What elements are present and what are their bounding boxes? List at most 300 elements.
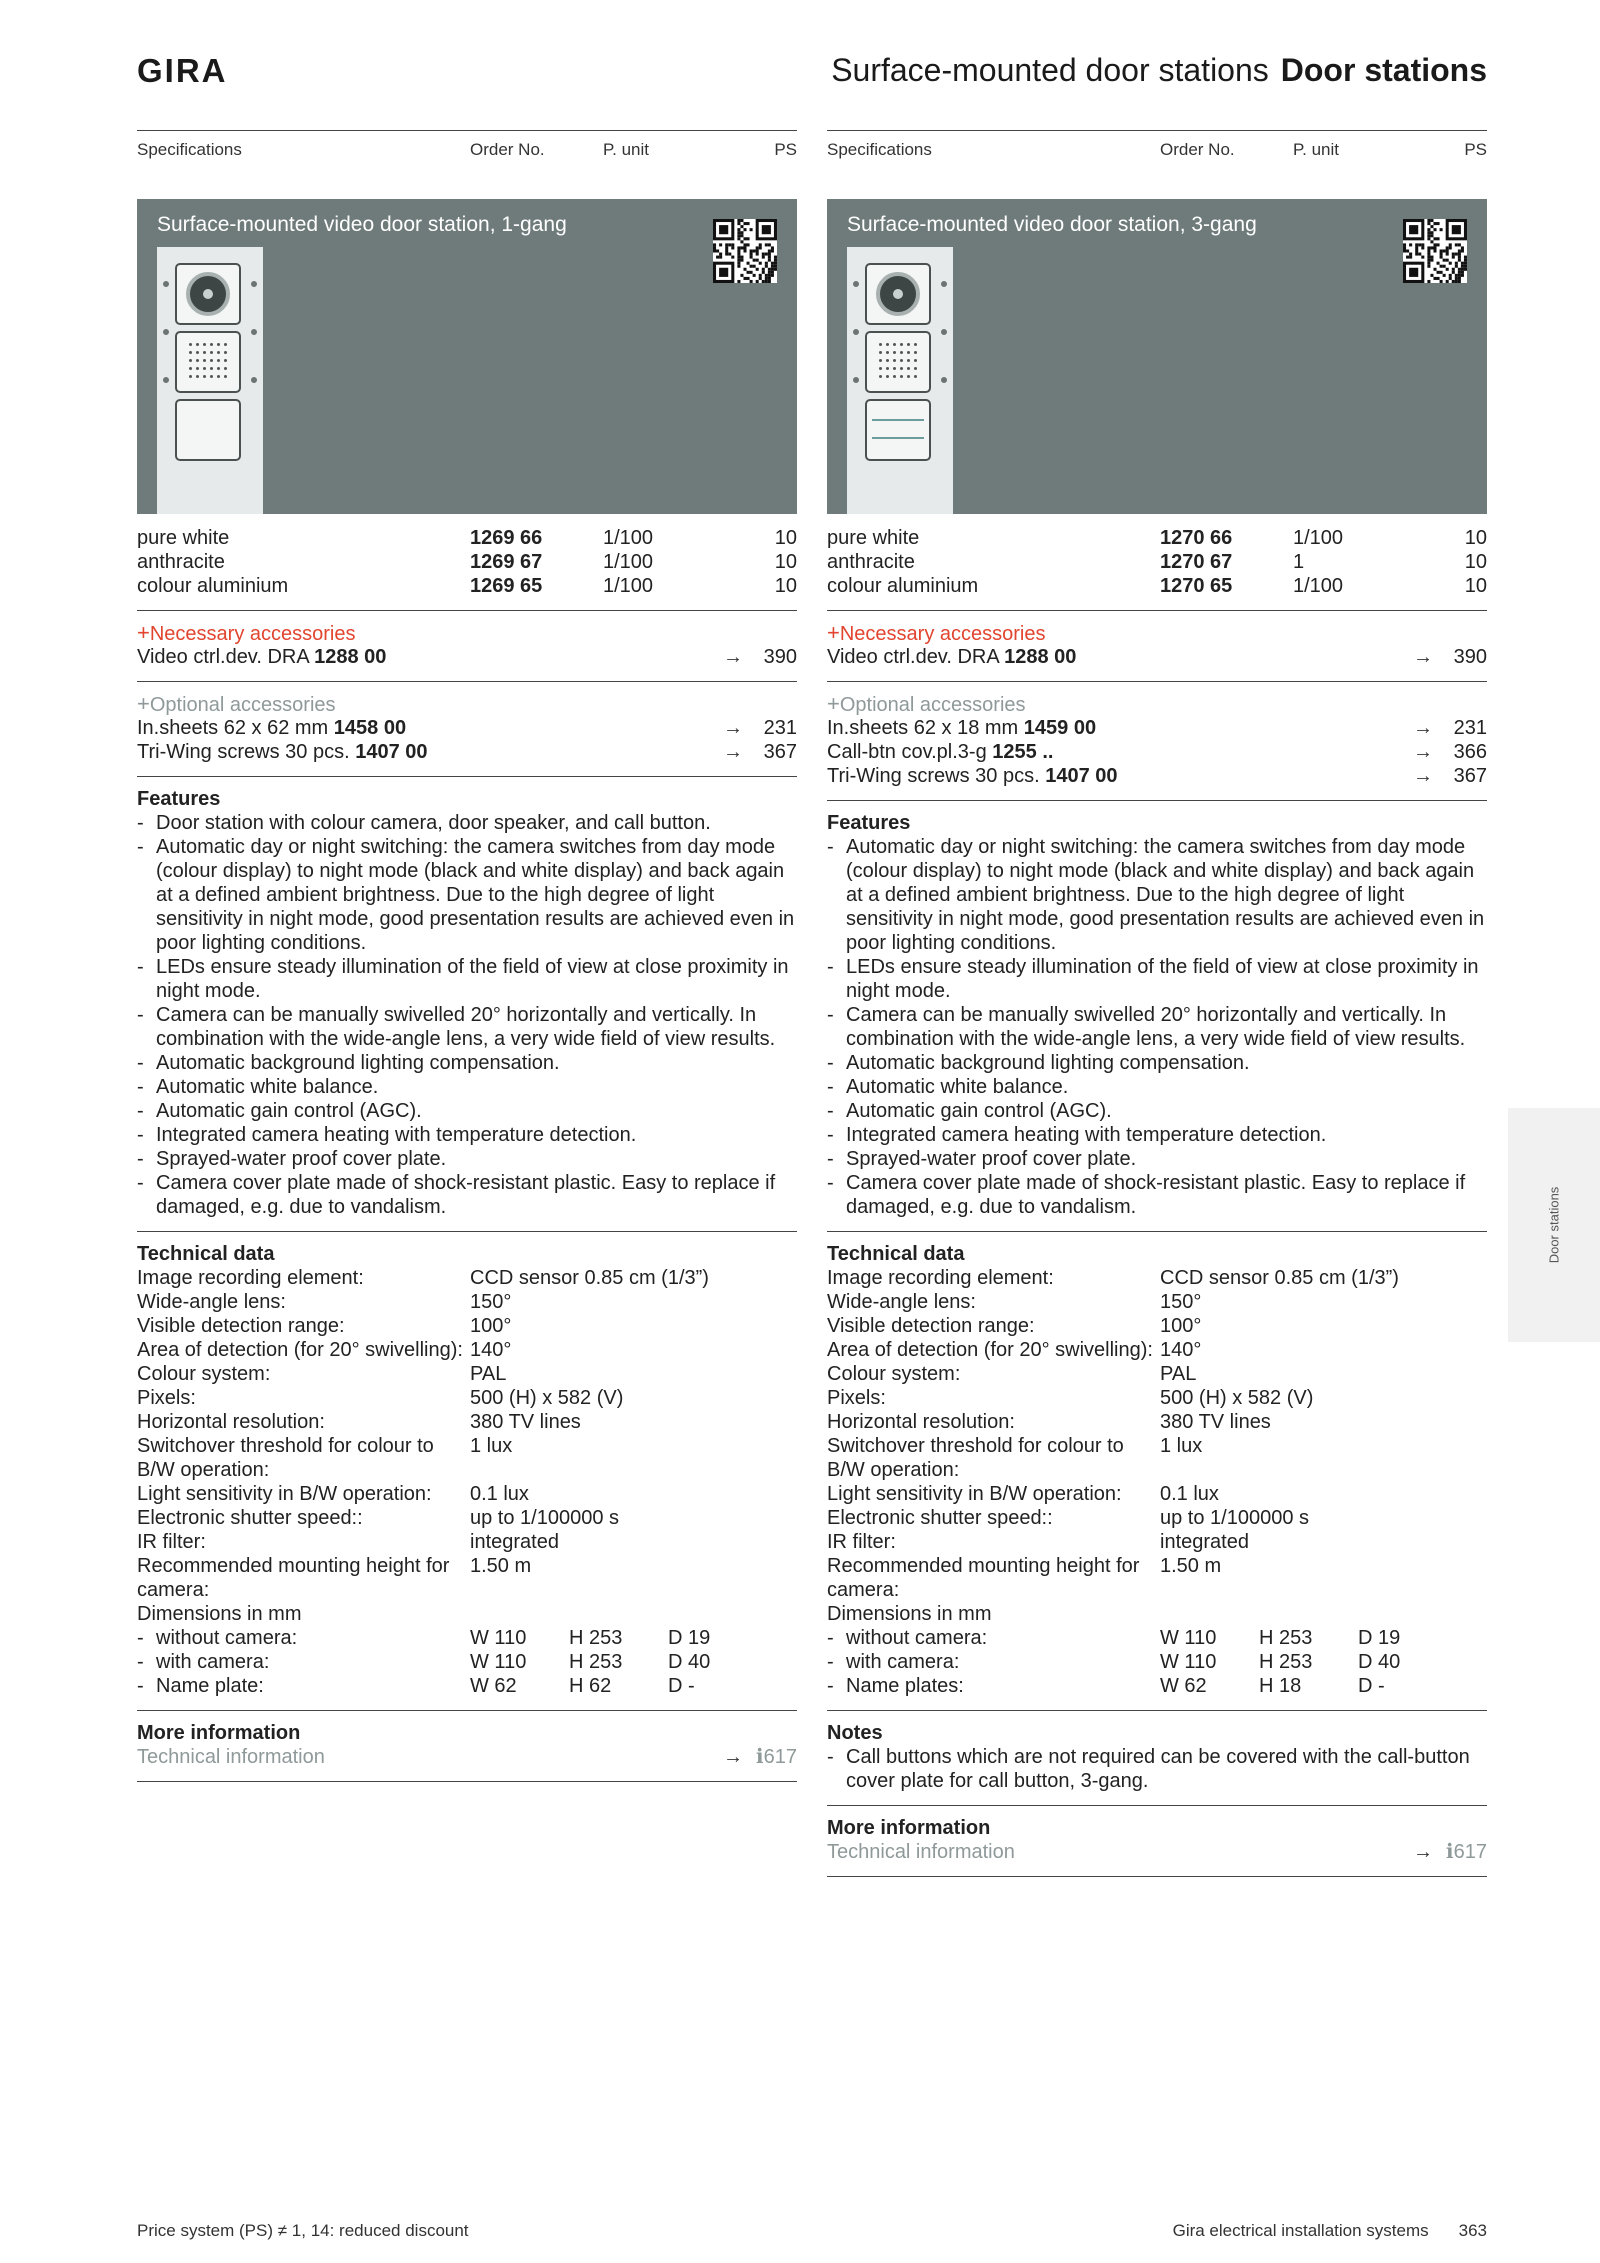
speaker-hole <box>210 367 213 370</box>
note-item: - Call buttons which are not required can be covered with the call-button cover plate for call button, 3-gang. <box>827 1745 1487 1793</box>
tech-row <box>827 1506 1487 1530</box>
variant-row <box>827 574 1487 598</box>
tech-label: IR filter: <box>137 1531 206 1553</box>
dimension-depth: D 40 <box>1358 1651 1401 1673</box>
screw-dot <box>941 281 947 287</box>
variant-name: colour aluminium <box>137 575 289 597</box>
speaker-hole <box>907 367 910 370</box>
speaker-hole <box>886 343 889 346</box>
speaker-hole <box>196 351 199 354</box>
qr-code-graphic <box>713 219 777 283</box>
tech-value: 380 TV lines <box>1160 1411 1271 1433</box>
dimension-height: H 253 <box>569 1651 623 1673</box>
tech-row <box>827 1338 1487 1362</box>
page-title <box>831 52 1487 89</box>
speaker-hole <box>879 359 882 362</box>
tech-label: Recommended mounting height for camera: <box>137 1555 450 1601</box>
variant-p-unit: 1/100 <box>603 575 654 597</box>
notes-block <box>827 1711 1487 1793</box>
product-column-3gang <box>827 130 1487 1877</box>
speaker-hole <box>914 375 917 378</box>
header-ps: PS <box>774 140 797 159</box>
tech-label: Area of detection (for 20° swivelling): <box>137 1339 463 1361</box>
tech-value: 0.1 lux <box>470 1483 529 1505</box>
tech-label: Image recording element: <box>137 1267 364 1289</box>
accessory-page-ref: 366 <box>1453 741 1487 763</box>
gira-logo: GIRA <box>137 52 228 89</box>
optional-accessories-title: Optional accessories <box>839 694 1026 716</box>
camera-lens-ring <box>186 272 230 316</box>
features-title: Features <box>827 812 911 834</box>
tech-label: Electronic shutter speed:: <box>827 1507 1053 1529</box>
speaker-hole <box>217 359 220 362</box>
tech-row <box>827 1314 1487 1338</box>
tech-row <box>827 1362 1487 1386</box>
variant-ps: 10 <box>774 575 797 597</box>
dimension-label: - with camera: <box>827 1650 1160 1674</box>
tech-label: Horizontal resolution: <box>827 1411 1015 1433</box>
variant-ps: 10 <box>774 551 797 573</box>
feature-item: - Automatic day or night switching: the camera switches from day mode (colour display) to night mode (black and white display) and back again at a defined ambient brightness. Due to the high degree of light sensitivity in night mode, good presentation results are achieved even in poor lighting conditions. <box>137 835 797 955</box>
technical-information-label: Technical information <box>137 1746 325 1768</box>
speaker-hole <box>224 367 227 370</box>
tech-value: integrated <box>470 1531 559 1553</box>
camera-lens <box>203 289 213 299</box>
divider <box>137 1781 797 1782</box>
optional-accessories-item[interactable] <box>827 716 1487 740</box>
info-icon: ℹ <box>1446 1841 1454 1863</box>
feature-item: - Sprayed-water proof cover plate. <box>137 1147 797 1171</box>
optional-accessories-heading <box>827 692 1487 716</box>
tech-row <box>827 1554 1487 1602</box>
dimension-row <box>827 1674 1487 1698</box>
variant-order-number: 1269 65 <box>470 575 543 597</box>
dimensions-title: Dimensions in mm <box>827 1603 992 1625</box>
necessary-accessories-block <box>827 611 1487 669</box>
optional-accessories-title: Optional accessories <box>149 694 336 716</box>
variant-order-number: 1270 65 <box>1160 575 1233 597</box>
screw-dot <box>251 377 257 383</box>
accessory-label: Video ctrl.dev. DRA <box>827 646 999 668</box>
arrow-right-icon: → <box>1413 741 1433 763</box>
necessary-accessories-heading <box>827 621 1487 645</box>
tech-label: Visible detection range: <box>137 1315 345 1337</box>
accessory-order-number: 1407 00 <box>1045 765 1118 787</box>
feature-item: - Camera cover plate made of shock-resistant plastic. Easy to replace if damaged, e.g. due to vandalism. <box>827 1171 1487 1219</box>
technical-data-title: Technical data <box>827 1243 965 1265</box>
features-block <box>137 777 797 1219</box>
speaker-hole <box>210 343 213 346</box>
necessary-accessories-item[interactable] <box>827 645 1487 669</box>
feature-item: - Camera cover plate made of shock-resistant plastic. Easy to replace if damaged, e.g. due to vandalism. <box>137 1171 797 1219</box>
optional-accessories-heading <box>137 692 797 716</box>
speaker-hole <box>914 351 917 354</box>
product-title: Surface-mounted video door station, 1-gang <box>157 213 567 236</box>
optional-accessories-block <box>827 682 1487 788</box>
feature-item: - Automatic gain control (AGC). <box>827 1099 1487 1123</box>
screw-dot <box>941 377 947 383</box>
speaker-module <box>175 331 241 393</box>
tech-label: Colour system: <box>137 1363 271 1385</box>
tech-value: 150° <box>470 1291 512 1313</box>
dimension-row <box>137 1674 797 1698</box>
arrow-right-icon: → <box>723 741 743 763</box>
dimension-row <box>137 1626 797 1650</box>
speaker-hole <box>224 375 227 378</box>
call-button-divider <box>872 419 924 421</box>
qr-code[interactable] <box>713 219 777 283</box>
speaker-hole <box>210 351 213 354</box>
variant-name: colour aluminium <box>827 575 979 597</box>
tech-value: up to 1/100000 s <box>470 1507 620 1529</box>
product-column-1gang <box>137 130 797 1782</box>
speaker-hole <box>210 375 213 378</box>
speaker-hole <box>893 375 896 378</box>
page-title-strong: Door stations <box>1280 52 1487 88</box>
variant-p-unit: 1/100 <box>603 527 654 549</box>
tech-label: Pixels: <box>137 1387 196 1409</box>
header-order-no: Order No. <box>1160 140 1235 159</box>
dimension-depth: D - <box>668 1675 695 1697</box>
tech-value: 1.50 m <box>1160 1555 1222 1577</box>
speaker-hole <box>907 375 910 378</box>
speaker-hole <box>907 351 910 354</box>
speaker-hole <box>217 343 220 346</box>
tech-value: 380 TV lines <box>470 1411 581 1433</box>
door-station-plate-image <box>157 247 263 514</box>
dimension-row <box>137 1650 797 1674</box>
tech-row <box>827 1386 1487 1410</box>
tech-row <box>827 1290 1487 1314</box>
info-page-number: 617 <box>763 1746 797 1768</box>
features-list <box>137 811 797 1219</box>
speaker-hole <box>217 375 220 378</box>
tech-label: Light sensitivity in B/W operation: <box>137 1483 432 1505</box>
variant-ps: 10 <box>1464 575 1487 597</box>
variant-row <box>137 574 797 598</box>
tech-row <box>137 1362 797 1386</box>
dimension-width: W 110 <box>1160 1627 1217 1649</box>
accessory-order-number: 1458 00 <box>333 717 407 739</box>
call-button-module-3gang <box>865 399 931 461</box>
plus-icon: + <box>137 620 150 645</box>
arrow-right-icon: → <box>1413 717 1433 739</box>
variant-list <box>137 526 797 598</box>
header-p-unit: P. unit <box>603 140 650 159</box>
variant-order-number: 1270 66 <box>1160 527 1233 549</box>
speaker-hole <box>189 375 192 378</box>
feature-item: - Automatic white balance. <box>827 1075 1487 1099</box>
tech-label: Wide-angle lens: <box>827 1291 976 1313</box>
speaker-hole <box>203 367 206 370</box>
notes-title: Notes <box>827 1722 883 1744</box>
tech-row <box>137 1482 797 1506</box>
speaker-hole <box>879 351 882 354</box>
speaker-hole <box>893 343 896 346</box>
header-ps: PS <box>1464 140 1487 159</box>
info-icon: ℹ <box>756 1746 764 1768</box>
speaker-hole <box>900 351 903 354</box>
header-specifications: Specifications <box>827 140 932 159</box>
feature-item: - LEDs ensure steady illumination of the field of view at close proximity in night mode. <box>827 955 1487 1003</box>
variant-order-number: 1269 66 <box>470 527 543 549</box>
speaker-hole <box>196 359 199 362</box>
accessory-order-number: 1459 00 <box>1023 717 1097 739</box>
necessary-accessories-title: Necessary accessories <box>839 623 1046 645</box>
screw-dot <box>941 329 947 335</box>
dimension-label: - without camera: <box>827 1626 1160 1650</box>
dimension-height: H 18 <box>1259 1675 1302 1697</box>
necessary-accessories-block <box>137 611 797 669</box>
camera-lens <box>893 289 903 299</box>
speaker-hole <box>914 359 917 362</box>
tech-value: 100° <box>470 1315 512 1337</box>
speaker-hole <box>879 367 882 370</box>
dimension-depth: D 19 <box>668 1627 711 1649</box>
dimension-width: W 110 <box>470 1627 527 1649</box>
tech-label: Area of detection (for 20° swivelling): <box>827 1339 1153 1361</box>
tech-label: Electronic shutter speed:: <box>137 1507 363 1529</box>
variant-p-unit: 1/100 <box>1293 527 1344 549</box>
speaker-hole <box>900 343 903 346</box>
variant-row <box>827 526 1487 550</box>
qr-code-graphic <box>1403 219 1467 283</box>
variant-name: anthracite <box>827 551 915 573</box>
speaker-hole <box>886 375 889 378</box>
screw-dot <box>853 329 859 335</box>
more-information-block <box>137 1711 797 1769</box>
feature-item: - Sprayed-water proof cover plate. <box>827 1147 1487 1171</box>
call-button-divider <box>872 437 924 439</box>
optional-accessories-item[interactable] <box>827 764 1487 788</box>
speaker-hole <box>203 359 206 362</box>
accessory-page-ref: 390 <box>763 646 797 668</box>
tech-row <box>827 1434 1487 1482</box>
dimension-label: - Name plates: <box>827 1674 1160 1698</box>
dimension-label: - with camera: <box>137 1650 470 1674</box>
tech-row <box>827 1266 1487 1290</box>
tech-label: Wide-angle lens: <box>137 1291 286 1313</box>
tech-label: Pixels: <box>827 1387 886 1409</box>
speaker-hole <box>893 359 896 362</box>
tech-value: 500 (H) x 582 (V) <box>470 1387 624 1409</box>
speaker-hole <box>914 367 917 370</box>
more-information-title: More information <box>137 1722 301 1744</box>
accessory-label: In.sheets 62 x 62 mm <box>137 717 329 739</box>
feature-item: - Automatic day or night switching: the camera switches from day mode (colour display) to night mode (black and white display) and back again at a defined ambient brightness. Due to the high degree of light sensitivity in night mode, good presentation results are achieved even in poor lighting conditions. <box>827 835 1487 955</box>
arrow-right-icon: → <box>1413 1841 1433 1863</box>
speaker-hole <box>203 351 206 354</box>
tech-value: CCD sensor 0.85 cm (1/3”) <box>1160 1267 1399 1289</box>
table-header <box>827 130 1487 167</box>
dimension-width: W 62 <box>1160 1675 1207 1697</box>
header-p-unit: P. unit <box>1293 140 1340 159</box>
speaker-hole <box>210 359 213 362</box>
screw-dot <box>251 329 257 335</box>
tech-value: PAL <box>1160 1363 1197 1385</box>
tech-value: 0.1 lux <box>1160 1483 1219 1505</box>
screw-dot <box>251 281 257 287</box>
screw-dot <box>853 281 859 287</box>
technical-data-block <box>137 1232 797 1698</box>
dimension-depth: D 19 <box>1358 1627 1401 1649</box>
more-information-block <box>827 1806 1487 1864</box>
product-title: Surface-mounted video door station, 3-gang <box>847 213 1257 236</box>
tech-label: Image recording element: <box>827 1267 1054 1289</box>
speaker-hole <box>900 359 903 362</box>
tech-label: Horizontal resolution: <box>137 1411 325 1433</box>
tech-value: PAL <box>470 1363 507 1385</box>
arrow-right-icon: → <box>1413 765 1433 787</box>
camera-module <box>865 263 931 325</box>
feature-item: - Camera can be manually swivelled 20° horizontally and vertically. In combination with the wide-angle lens, a very wide field of view results. <box>827 1003 1487 1051</box>
feature-item: - Automatic white balance. <box>137 1075 797 1099</box>
accessory-order-number: 1288 00 <box>1004 646 1077 668</box>
header-order-no: Order No. <box>470 140 545 159</box>
necessary-accessories-item[interactable] <box>137 645 797 669</box>
variant-name: pure white <box>137 527 230 549</box>
speaker-hole <box>893 367 896 370</box>
speaker-hole <box>203 343 206 346</box>
tech-value: CCD sensor 0.85 cm (1/3”) <box>470 1267 709 1289</box>
feature-item: - Camera can be manually swivelled 20° horizontally and vertically. In combination with the wide-angle lens, a very wide field of view results. <box>137 1003 797 1051</box>
dimensions-title: Dimensions in mm <box>137 1603 302 1625</box>
speaker-hole <box>900 367 903 370</box>
dimension-width: W 62 <box>470 1675 517 1697</box>
optional-accessories-item[interactable] <box>137 740 797 764</box>
speaker-hole <box>189 367 192 370</box>
speaker-hole <box>886 351 889 354</box>
plus-icon: + <box>827 620 840 645</box>
speaker-hole <box>224 359 227 362</box>
necessary-accessories-title: Necessary accessories <box>149 623 356 645</box>
variant-name: pure white <box>827 527 920 549</box>
speaker-hole <box>189 351 192 354</box>
product-image-panel <box>137 199 797 514</box>
speaker-hole <box>217 367 220 370</box>
variant-p-unit: 1/100 <box>603 551 654 573</box>
accessory-label: Video ctrl.dev. DRA <box>137 646 309 668</box>
page-title-main: Surface-mounted door stations <box>831 52 1269 88</box>
side-section-tab[interactable] <box>1508 1108 1600 1342</box>
tech-row <box>827 1410 1487 1434</box>
page-number: 363 <box>1458 2221 1487 2240</box>
speaker-hole <box>189 359 192 362</box>
tech-value: up to 1/100000 s <box>1160 1507 1310 1529</box>
variant-row <box>137 550 797 574</box>
dimension-height: H 62 <box>569 1675 612 1697</box>
dimension-label: - Name plate: <box>137 1674 470 1698</box>
tech-value: 140° <box>1160 1339 1202 1361</box>
header-specifications: Specifications <box>137 140 242 159</box>
table-header <box>137 130 797 167</box>
tech-label: Light sensitivity in B/W operation: <box>827 1483 1122 1505</box>
technical-information-link[interactable] <box>137 1745 797 1769</box>
qr-code[interactable] <box>1403 219 1467 283</box>
tech-row <box>137 1386 797 1410</box>
technical-data-title: Technical data <box>137 1243 275 1265</box>
accessory-order-number: 1407 00 <box>355 741 428 763</box>
speaker-hole <box>914 343 917 346</box>
variant-row <box>827 550 1487 574</box>
arrow-right-icon: → <box>723 646 743 668</box>
technical-information-link[interactable] <box>827 1840 1487 1864</box>
tech-row <box>137 1266 797 1290</box>
speaker-hole <box>203 375 206 378</box>
speaker-hole <box>879 375 882 378</box>
speaker-hole <box>196 367 199 370</box>
footer-price-note: Price system (PS) ≠ 1, 14: reduced discount <box>137 2221 469 2240</box>
variant-list <box>827 526 1487 598</box>
info-page-ref <box>1446 1840 1487 1864</box>
tech-row <box>137 1314 797 1338</box>
speaker-hole <box>886 367 889 370</box>
accessory-label: Tri-Wing screws 30 pcs. <box>827 765 1040 787</box>
features-block <box>827 801 1487 1219</box>
dimension-row <box>827 1626 1487 1650</box>
technical-information-label: Technical information <box>827 1841 1015 1863</box>
tech-label: IR filter: <box>827 1531 896 1553</box>
tech-value: 140° <box>470 1339 512 1361</box>
arrow-right-icon: → <box>723 717 743 739</box>
accessory-label: Tri-Wing screws 30 pcs. <box>137 741 350 763</box>
accessory-page-ref: 390 <box>1453 646 1487 668</box>
info-page-number: 617 <box>1453 1841 1487 1863</box>
optional-accessories-block <box>137 682 797 764</box>
speaker-hole <box>907 343 910 346</box>
speaker-hole <box>893 351 896 354</box>
speaker-hole <box>217 351 220 354</box>
screw-dot <box>163 281 169 287</box>
tech-row <box>137 1530 797 1554</box>
speaker-hole <box>189 343 192 346</box>
accessory-page-ref: 367 <box>1453 765 1487 787</box>
feature-item: - Integrated camera heating with temperature detection. <box>137 1123 797 1147</box>
speaker-hole <box>900 375 903 378</box>
variant-order-number: 1270 67 <box>1160 551 1233 573</box>
info-page-ref <box>756 1745 797 1769</box>
variant-row <box>137 526 797 550</box>
camera-lens-ring <box>876 272 920 316</box>
feature-item: - Automatic gain control (AGC). <box>137 1099 797 1123</box>
dimension-label: - without camera: <box>137 1626 470 1650</box>
speaker-hole <box>224 351 227 354</box>
optional-accessories-item[interactable] <box>827 740 1487 764</box>
tech-row <box>827 1530 1487 1554</box>
footer-right <box>1173 2221 1487 2241</box>
tech-value: 500 (H) x 582 (V) <box>1160 1387 1314 1409</box>
notes-list <box>827 1745 1487 1793</box>
tech-label: Switchover threshold for colour to B/W operation: <box>827 1435 1124 1481</box>
variant-ps: 10 <box>774 527 797 549</box>
tech-value: 100° <box>1160 1315 1202 1337</box>
screw-dot <box>163 377 169 383</box>
feature-item: - Door station with colour camera, door speaker, and call button. <box>137 811 797 835</box>
speaker-hole <box>224 343 227 346</box>
tech-value: integrated <box>1160 1531 1249 1553</box>
variant-ps: 10 <box>1464 527 1487 549</box>
tech-label: Visible detection range: <box>827 1315 1035 1337</box>
feature-item: - Integrated camera heating with temperature detection. <box>827 1123 1487 1147</box>
speaker-module <box>865 331 931 393</box>
feature-item: - Automatic background lighting compensation. <box>827 1051 1487 1075</box>
tech-value: 150° <box>1160 1291 1202 1313</box>
features-list <box>827 835 1487 1219</box>
optional-accessories-item[interactable] <box>137 716 797 740</box>
tech-row <box>137 1338 797 1362</box>
product-image-panel <box>827 199 1487 514</box>
speaker-hole <box>196 375 199 378</box>
